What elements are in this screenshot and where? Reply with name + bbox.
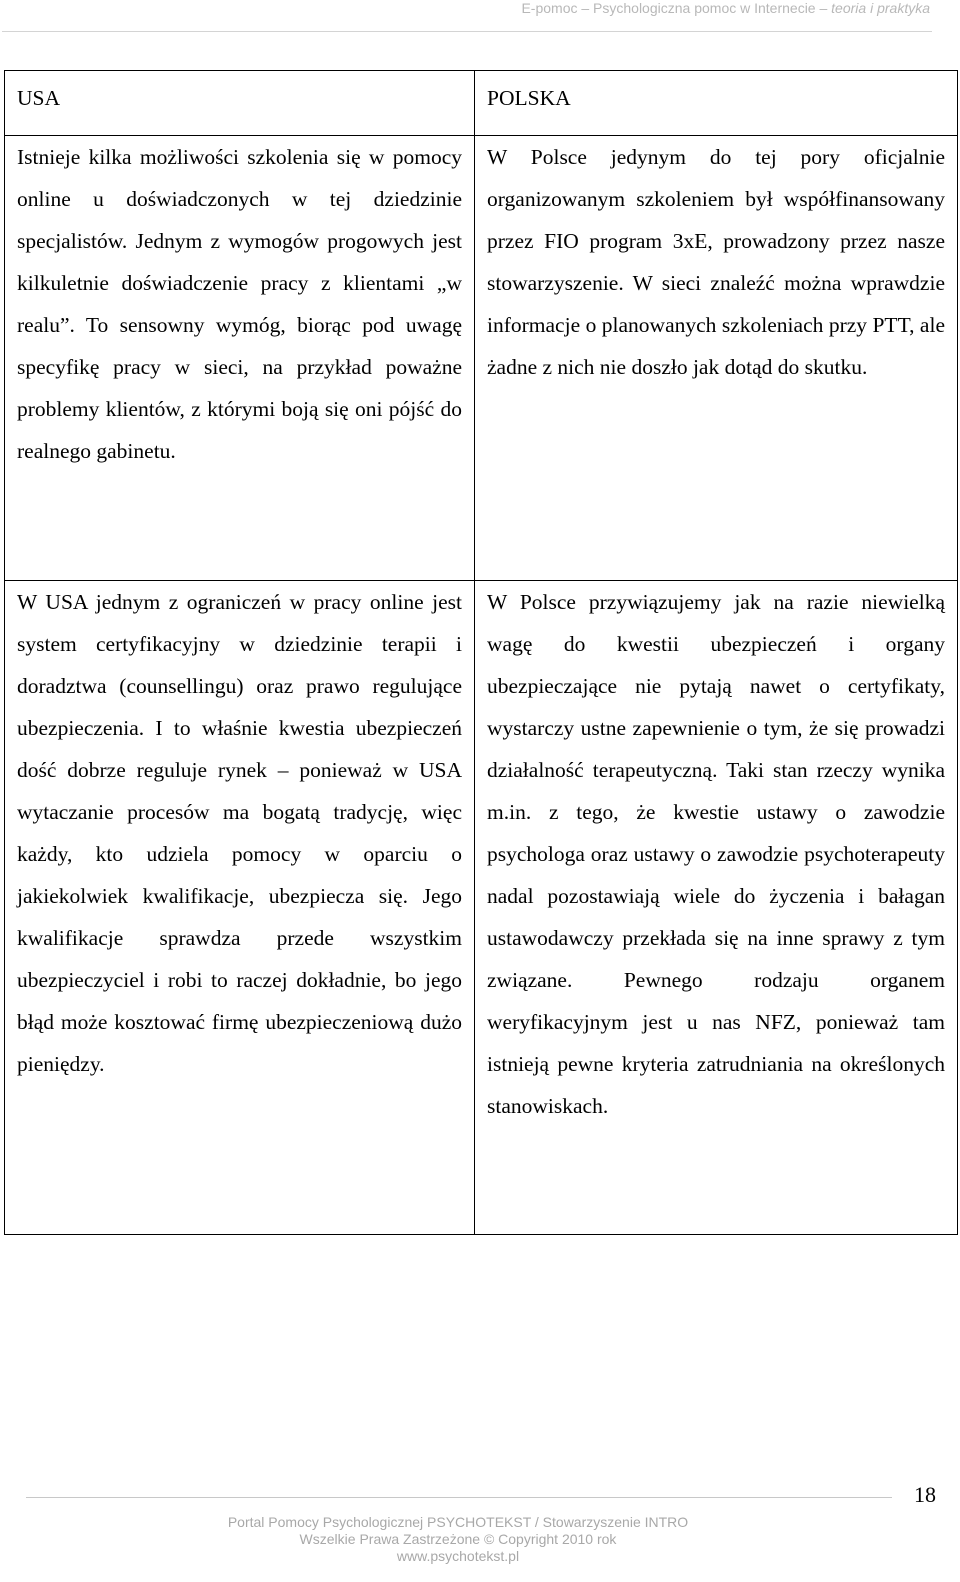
cell-polska-training xyxy=(475,136,958,581)
column-header-polska-label: POLSKA xyxy=(487,86,571,110)
column-header-polska xyxy=(475,71,958,136)
header-divider xyxy=(2,31,932,32)
column-header-usa xyxy=(5,71,475,136)
page-number: 18 xyxy=(914,1482,936,1507)
footer-divider xyxy=(26,1497,892,1498)
cell-text: W Polsce przywiązujemy jak na razie niewielką wagę do kwestii ubezpieczeń i organy ubezpieczające nie pytają nawet o certyfikaty, wystarczy ustne zapewnienie o tym, że się prowadzi działalność terapeutyczną. Taki stan rzeczy wynika m.in. z tego, że kwestie ustawy o zawodzie psychologa oraz ustawy o zawodzie psychoterapeuty nadal pozostawiają wiele do życzenia i bałagan ustawodawczy przekłada się na inne sprawy z tym związane. Pewnego rodzaju organem weryfikacyjnym jest u nas NFZ, ponieważ tam istnieją pewne kryteria zatrudniania na określonych stanowiskach. xyxy=(487,590,945,1118)
footer-copyright-line: Wszelkie Prawa Zastrzeżone © Copyright 2010 rok xyxy=(299,1531,617,1547)
cell-usa-insurance xyxy=(5,581,475,1235)
running-header-italic: teoria i praktyka xyxy=(831,0,930,16)
footer-portal-line: Portal Pomocy Psychologicznej PSYCHOTEKST / Stowarzyszenie INTRO xyxy=(227,1514,689,1530)
comparison-table xyxy=(4,70,958,1235)
cell-text: Istnieje kilka możliwości szkolenia się w pomocy online u doświadczonych w tej dziedzinie specjalistów. Jednym z wymogów progowych jest kilkuletnie doświadczenie pracy z klientami „w realu”. To sensowny wymóg, biorąc pod uwagę specyfikę pracy w sieci, na przykład poważne problemy klientów, z którymi boją się oni pójść do realnego gabinetu. xyxy=(17,145,462,463)
cell-polska-insurance xyxy=(475,581,958,1235)
table-row xyxy=(5,136,958,581)
running-header-text: E-pomoc – Psychologiczna pomoc w Internecie – xyxy=(521,0,832,16)
table-row xyxy=(5,581,958,1235)
cell-text: W USA jednym z ograniczeń w pracy online jest system certyfikacyjny w dziedzinie terapii i doradztwa (counsellingu) oraz prawo regulujące ubezpieczenia. I to właśnie kwestia ubezpieczeń dość dobrze reguluje rynek – ponieważ w USA wytaczanie procesów ma bogatą tradycję, więc każdy, kto udziela pomocy w oparciu o jakiekolwiek kwalifikacje, ubezpiecza się. Jego kwalifikacje sprawdza przede wszystkim ubezpieczyciel i robi to raczej dokładnie, bo jego błąd może kosztować firmę ubezpieczeniową dużo pieniędzy. xyxy=(17,590,462,1076)
cell-usa-training xyxy=(5,136,475,581)
column-header-usa-label: USA xyxy=(17,86,61,110)
table-header-row xyxy=(5,71,958,136)
footer-website-link[interactable]: www.psychotekst.pl xyxy=(396,1548,520,1564)
cell-text: W Polsce jedynym do tej pory oficjalnie organizowanym szkoleniem był współfinansowany przez FIO program 3xE, prowadzony przez nasze stowarzyszenie. W sieci znaleźć można wprawdzie informacje o planowanych szkoleniach przy PTT, ale żadne z nich nie doszło jak dotąd do skutku. xyxy=(487,145,945,379)
page-footer xyxy=(0,1514,916,1565)
running-header xyxy=(521,0,930,16)
